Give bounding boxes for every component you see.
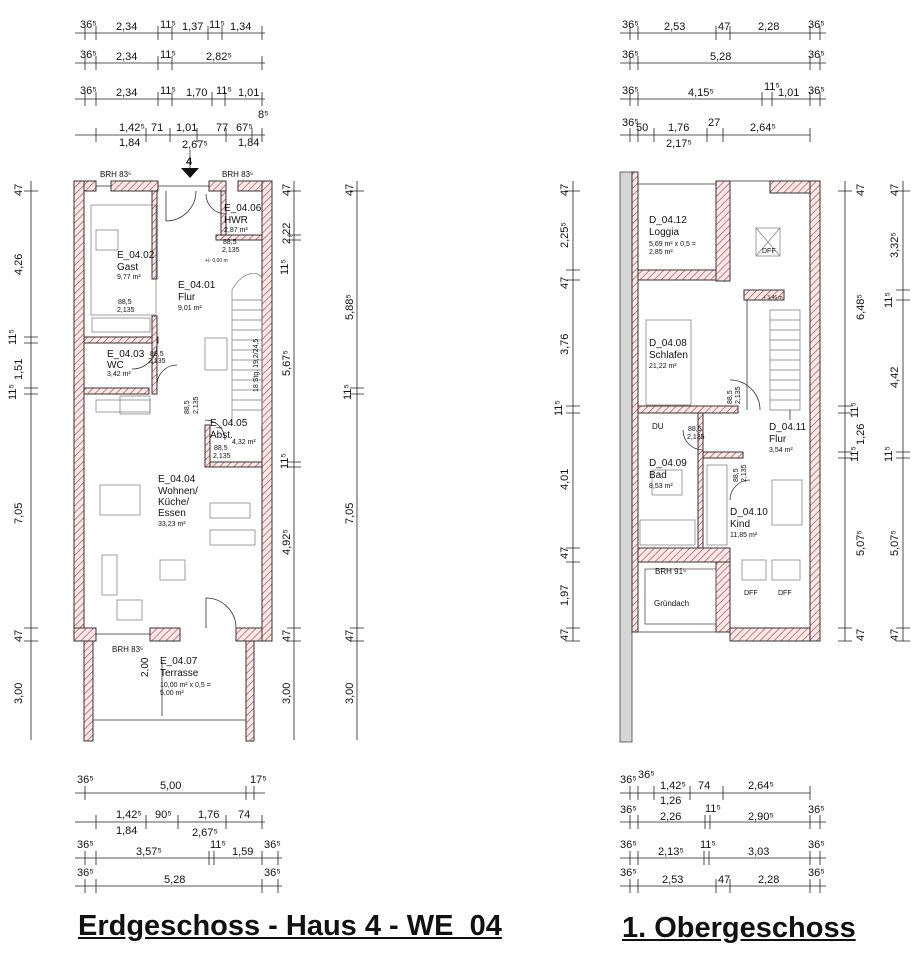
dim-label: 8⁵ bbox=[258, 109, 269, 121]
room-name: Flur bbox=[178, 292, 196, 303]
dim-label: 36⁵ bbox=[620, 774, 637, 786]
dim-label: 2,64⁵ bbox=[748, 780, 774, 792]
dim-label: 36⁵ bbox=[638, 769, 655, 781]
level-label: +/- 0,00 m bbox=[205, 258, 228, 264]
dim-label: 11⁵ bbox=[883, 446, 895, 462]
dim-label: 1,84 bbox=[119, 137, 141, 149]
dim-label: 7,05 bbox=[13, 502, 25, 524]
dim-label: 11⁵ bbox=[849, 402, 861, 418]
dim-label: 50 bbox=[636, 122, 649, 134]
eg-bottom-dim-labels bbox=[77, 774, 281, 886]
dim-label: 2,17⁵ bbox=[666, 138, 692, 150]
dim-label: 11⁵ bbox=[279, 453, 291, 469]
dim-label: 2,34 bbox=[116, 21, 138, 33]
dim-label: 47 bbox=[718, 21, 731, 33]
eg-room-labels bbox=[100, 170, 262, 697]
dim-label: 36⁵ bbox=[808, 839, 825, 851]
dim-label: 2,22 bbox=[281, 222, 293, 244]
room-name: HWR bbox=[224, 215, 248, 226]
dim-label: 27 bbox=[708, 117, 721, 129]
room-id: E_04.07 bbox=[160, 656, 198, 667]
dim-label: 47 bbox=[344, 629, 356, 642]
section-marker bbox=[181, 150, 199, 178]
dim-label: 1,01 bbox=[176, 122, 198, 134]
dim-label: 2,28 bbox=[758, 874, 780, 886]
dim-label: 11⁵ bbox=[160, 19, 176, 31]
dim-label: 1,42⁵ bbox=[116, 809, 142, 821]
dim-label: 1,59 bbox=[232, 846, 254, 858]
dff-label: DFF bbox=[778, 590, 792, 597]
dim-label: 5,67⁵ bbox=[281, 350, 293, 376]
room-name: Bad bbox=[649, 470, 667, 481]
dim-label: 3,76 bbox=[559, 333, 571, 355]
du-label: DU bbox=[652, 422, 664, 431]
dim-label: 3,00 bbox=[13, 682, 25, 704]
dim-label: 36⁵ bbox=[620, 839, 637, 851]
dim-label: 36⁵ bbox=[77, 774, 94, 786]
room-name: Kind bbox=[730, 519, 751, 530]
door-dim: 88,5 bbox=[727, 390, 734, 404]
room-calc: 5,69 m² x 0,5 = bbox=[649, 241, 696, 248]
dim-label: 36⁵ bbox=[808, 49, 825, 61]
room-id: E_04.03 bbox=[107, 349, 145, 360]
dim-label: 36⁵ bbox=[622, 85, 639, 97]
dim-label: 1,70 bbox=[186, 87, 208, 99]
dim-label: 2,67⁵ bbox=[182, 139, 208, 151]
room-name: Schlafen bbox=[649, 350, 688, 361]
og-title: 1. Obergeschoss bbox=[622, 912, 856, 944]
dim-label: 11⁵ bbox=[700, 839, 716, 851]
dim-label: 17⁵ bbox=[250, 774, 267, 786]
door-dim: 2,135 bbox=[213, 453, 231, 460]
dim-label: 11⁵ bbox=[209, 19, 225, 31]
door-dim: 2,135 bbox=[741, 464, 748, 482]
dim-label: 7,05 bbox=[344, 502, 356, 524]
room-name: Abst. bbox=[210, 430, 233, 441]
og-door-dims bbox=[687, 386, 748, 482]
dim-label: 1,34 bbox=[230, 21, 252, 33]
dim-label: 3,32⁵ bbox=[889, 232, 901, 258]
door-dim: 88,5 bbox=[118, 299, 132, 306]
dim-label: 1,01 bbox=[238, 87, 260, 99]
dim-label: 2,13⁵ bbox=[658, 846, 684, 858]
room-id: D_04.08 bbox=[649, 338, 687, 349]
dim-label: 2,25⁵ bbox=[559, 222, 571, 248]
dim-label: 36⁵ bbox=[622, 49, 639, 61]
dim-label: 11⁵ bbox=[160, 49, 176, 61]
dff-label: DFF bbox=[762, 248, 776, 255]
room-calc: 10,00 m² x 0,5 = bbox=[160, 682, 211, 689]
room-area: 33,23 m² bbox=[158, 521, 186, 528]
dim-label: 47 bbox=[13, 629, 25, 642]
brh-label: BRH 83⁵ bbox=[112, 645, 144, 654]
room-id: D_04.12 bbox=[649, 215, 687, 226]
room-name-line3: Essen bbox=[158, 508, 186, 519]
room-area: 3,54 m² bbox=[769, 447, 793, 454]
dim-label: 5,28 bbox=[710, 51, 732, 63]
dim-label: 74 bbox=[698, 780, 711, 792]
dim-label: 4,01 bbox=[559, 468, 571, 490]
dff-label: DFF bbox=[744, 590, 758, 597]
room-name: Flur bbox=[769, 434, 787, 445]
room-id: E_04.06 bbox=[224, 203, 262, 214]
door-dim: 2,135 bbox=[687, 434, 705, 441]
room-area: 5,00 m² bbox=[160, 690, 184, 697]
dim-label: 3,03 bbox=[748, 846, 770, 858]
dim-label: 4,15⁵ bbox=[688, 87, 714, 99]
room-name: WC bbox=[107, 360, 124, 371]
gruendach-label: Gründach bbox=[654, 599, 690, 608]
dim-label: 47 bbox=[718, 874, 731, 886]
room-name: Loggia bbox=[649, 227, 680, 238]
dim-label: 11⁵ bbox=[764, 81, 780, 93]
dim-label: 47 bbox=[889, 183, 901, 196]
door-dim: 88,5 bbox=[150, 351, 164, 358]
dim-label: 1,42⁵ bbox=[119, 122, 145, 134]
stair-label: 18 Stg. 19,2/24,5 bbox=[253, 338, 260, 392]
eg-left-dims bbox=[7, 181, 38, 740]
dim-label: 1,26 bbox=[855, 423, 867, 445]
dim-label: 11⁵ bbox=[210, 839, 226, 851]
dim-label: 11⁵ bbox=[342, 384, 354, 400]
door-dim: 88,5 bbox=[733, 468, 740, 482]
dim-label: 11⁵ bbox=[705, 803, 721, 815]
dim-label: 1,01 bbox=[778, 87, 800, 99]
dim-label: 47 bbox=[855, 183, 867, 196]
dim-label: 1,42⁵ bbox=[660, 780, 686, 792]
dim-label: 4,42 bbox=[889, 366, 901, 388]
og-bottom-dim-labels bbox=[620, 769, 825, 886]
brh-label: BRH 83⁵ bbox=[222, 170, 254, 179]
room-id: D_04.11 bbox=[769, 422, 807, 433]
door-dim: 2,135 bbox=[117, 307, 135, 314]
dim-label: 36⁵ bbox=[808, 19, 825, 31]
brh-label: BRH 83⁵ bbox=[100, 170, 132, 179]
dim-label: 4,92⁵ bbox=[281, 529, 293, 555]
dim-label: 36⁵ bbox=[77, 867, 94, 879]
dim-label: 3,57⁵ bbox=[136, 846, 162, 858]
dim-label: 36⁵ bbox=[808, 85, 825, 97]
eg-title: Erdgeschoss - Haus 4 - WE_04 bbox=[78, 910, 502, 942]
door-dim: 88,5 bbox=[688, 426, 702, 433]
dim-label: 47 bbox=[889, 628, 901, 641]
dim-label: 36⁵ bbox=[80, 85, 97, 97]
door-dim: 2,135 bbox=[222, 247, 240, 254]
dim-label: 1,84 bbox=[238, 137, 260, 149]
room-area: 21,22 m² bbox=[649, 363, 677, 370]
dim-label: 36⁵ bbox=[622, 19, 639, 31]
dim-label: 36⁵ bbox=[620, 804, 637, 816]
room-area: 11,85 m² bbox=[730, 532, 758, 539]
og-top-dimension-chains bbox=[620, 26, 826, 142]
dim-label: 2,82⁵ bbox=[206, 51, 232, 63]
dim-label: 47 bbox=[281, 629, 293, 642]
room-id: D_04.10 bbox=[730, 507, 768, 518]
dim-label: 1,26 bbox=[660, 795, 682, 807]
dim-label: 11⁵ bbox=[7, 329, 19, 345]
door-dim: 88,5 bbox=[223, 239, 237, 246]
dim-label: 2,90⁵ bbox=[748, 811, 774, 823]
dim-label: 2,53 bbox=[662, 874, 684, 886]
dim-label: 67⁵ bbox=[236, 122, 253, 134]
dim-label: 47 bbox=[559, 276, 571, 289]
dim-label: 47 bbox=[344, 183, 356, 196]
room-id: E_04.05 bbox=[210, 418, 248, 429]
room-name: Wohnen/ bbox=[158, 486, 198, 497]
dim-label: 11⁵ bbox=[849, 446, 861, 462]
room-area: 2,85 m² bbox=[649, 249, 673, 256]
dim-label: 11⁵ bbox=[160, 85, 176, 97]
level-label: + 3,46 m bbox=[763, 295, 783, 301]
room-id: D_04.09 bbox=[649, 458, 687, 469]
dim-label: 77 bbox=[216, 122, 229, 134]
dim-label: 1,51 bbox=[13, 358, 25, 380]
room-id: E_04.04 bbox=[158, 474, 196, 485]
dim-label: 1,84 bbox=[116, 825, 138, 837]
dim-label: 1,76 bbox=[668, 122, 690, 134]
door-dim: 2,135 bbox=[148, 358, 166, 365]
dim-label: 36⁵ bbox=[264, 867, 281, 879]
dim-label: 1,37 bbox=[182, 21, 204, 33]
dim-label: 2,00 bbox=[140, 657, 151, 677]
room-area: 8,53 m² bbox=[649, 483, 673, 490]
dim-label: 2,28 bbox=[758, 21, 780, 33]
door-dim: 88,5 bbox=[184, 400, 191, 414]
dim-label: 2,64⁵ bbox=[750, 122, 776, 134]
room-name: Terrasse bbox=[160, 668, 199, 679]
dim-label: 71 bbox=[151, 122, 164, 134]
dim-label: 47 bbox=[281, 183, 293, 196]
dim-label: 11⁵ bbox=[7, 384, 19, 400]
room-name-line2: Küche/ bbox=[158, 497, 190, 508]
dim-label: 36⁵ bbox=[77, 839, 94, 851]
dim-label: 2,34 bbox=[116, 87, 138, 99]
dim-label: 5,28 bbox=[164, 874, 186, 886]
eg-top-dimension-labels bbox=[80, 19, 269, 151]
dim-label: 2,34 bbox=[116, 51, 138, 63]
dim-label: 36⁵ bbox=[808, 804, 825, 816]
dim-label: 47 bbox=[559, 546, 571, 559]
door-dim: 2,135 bbox=[735, 386, 742, 404]
room-area: 9,01 m² bbox=[178, 305, 202, 312]
room-id: E_04.02 bbox=[117, 250, 155, 261]
eg-right-dims bbox=[279, 181, 364, 740]
dim-label: 11⁵ bbox=[279, 259, 291, 275]
dim-label: 90⁵ bbox=[155, 809, 172, 821]
dim-label: 1,97 bbox=[559, 584, 571, 606]
dim-label: 36⁵ bbox=[264, 839, 281, 851]
dim-label: 2,67⁵ bbox=[192, 827, 218, 839]
dim-label: 11⁵ bbox=[883, 292, 895, 308]
dim-label: 5,88⁵ bbox=[344, 294, 356, 320]
dim-label: 5,07⁵ bbox=[855, 530, 867, 556]
room-id: E_04.01 bbox=[178, 280, 216, 291]
dim-label: 5,00 bbox=[160, 780, 182, 792]
dim-label: 36⁵ bbox=[80, 19, 97, 31]
dim-label: 3,00 bbox=[344, 682, 356, 704]
og-left-dims bbox=[553, 181, 580, 641]
dim-label: 2,26 bbox=[660, 811, 682, 823]
dim-label: 5,07⁵ bbox=[889, 530, 901, 556]
dim-label: 36⁵ bbox=[622, 117, 639, 129]
dim-label: 11⁵ bbox=[216, 85, 232, 97]
dim-label: 2,53 bbox=[664, 21, 686, 33]
room-area: 4,32 m² bbox=[232, 439, 256, 446]
og-walls bbox=[620, 172, 820, 742]
room-name: Gast bbox=[117, 262, 139, 273]
section-marker-label: 4 bbox=[186, 156, 193, 168]
og-right-dims bbox=[838, 181, 910, 641]
dim-label: 47 bbox=[13, 183, 25, 196]
room-area: 9,77 m² bbox=[117, 274, 141, 281]
room-area: 2,87 m² bbox=[224, 227, 248, 234]
dim-label: 47 bbox=[855, 628, 867, 641]
dim-label: 1,76 bbox=[198, 809, 220, 821]
door-dim: 88,5 bbox=[214, 445, 228, 452]
dim-label: 3,00 bbox=[281, 682, 293, 704]
dim-label: 74 bbox=[238, 809, 251, 821]
dim-label: 6,48⁵ bbox=[855, 294, 867, 320]
door-dim: 2,135 bbox=[193, 396, 200, 414]
dim-label: 4,26 bbox=[13, 253, 25, 275]
dim-label: 47 bbox=[559, 183, 571, 196]
dim-label: 11⁵ bbox=[553, 400, 565, 416]
dim-label: 36⁵ bbox=[808, 867, 825, 879]
dim-label: 47 bbox=[559, 628, 571, 641]
dim-label: 36⁵ bbox=[80, 49, 97, 61]
dim-label: 36⁵ bbox=[620, 867, 637, 879]
room-area: 3,42 m² bbox=[107, 371, 131, 378]
brh-label: BRH 91⁵ bbox=[655, 567, 687, 576]
